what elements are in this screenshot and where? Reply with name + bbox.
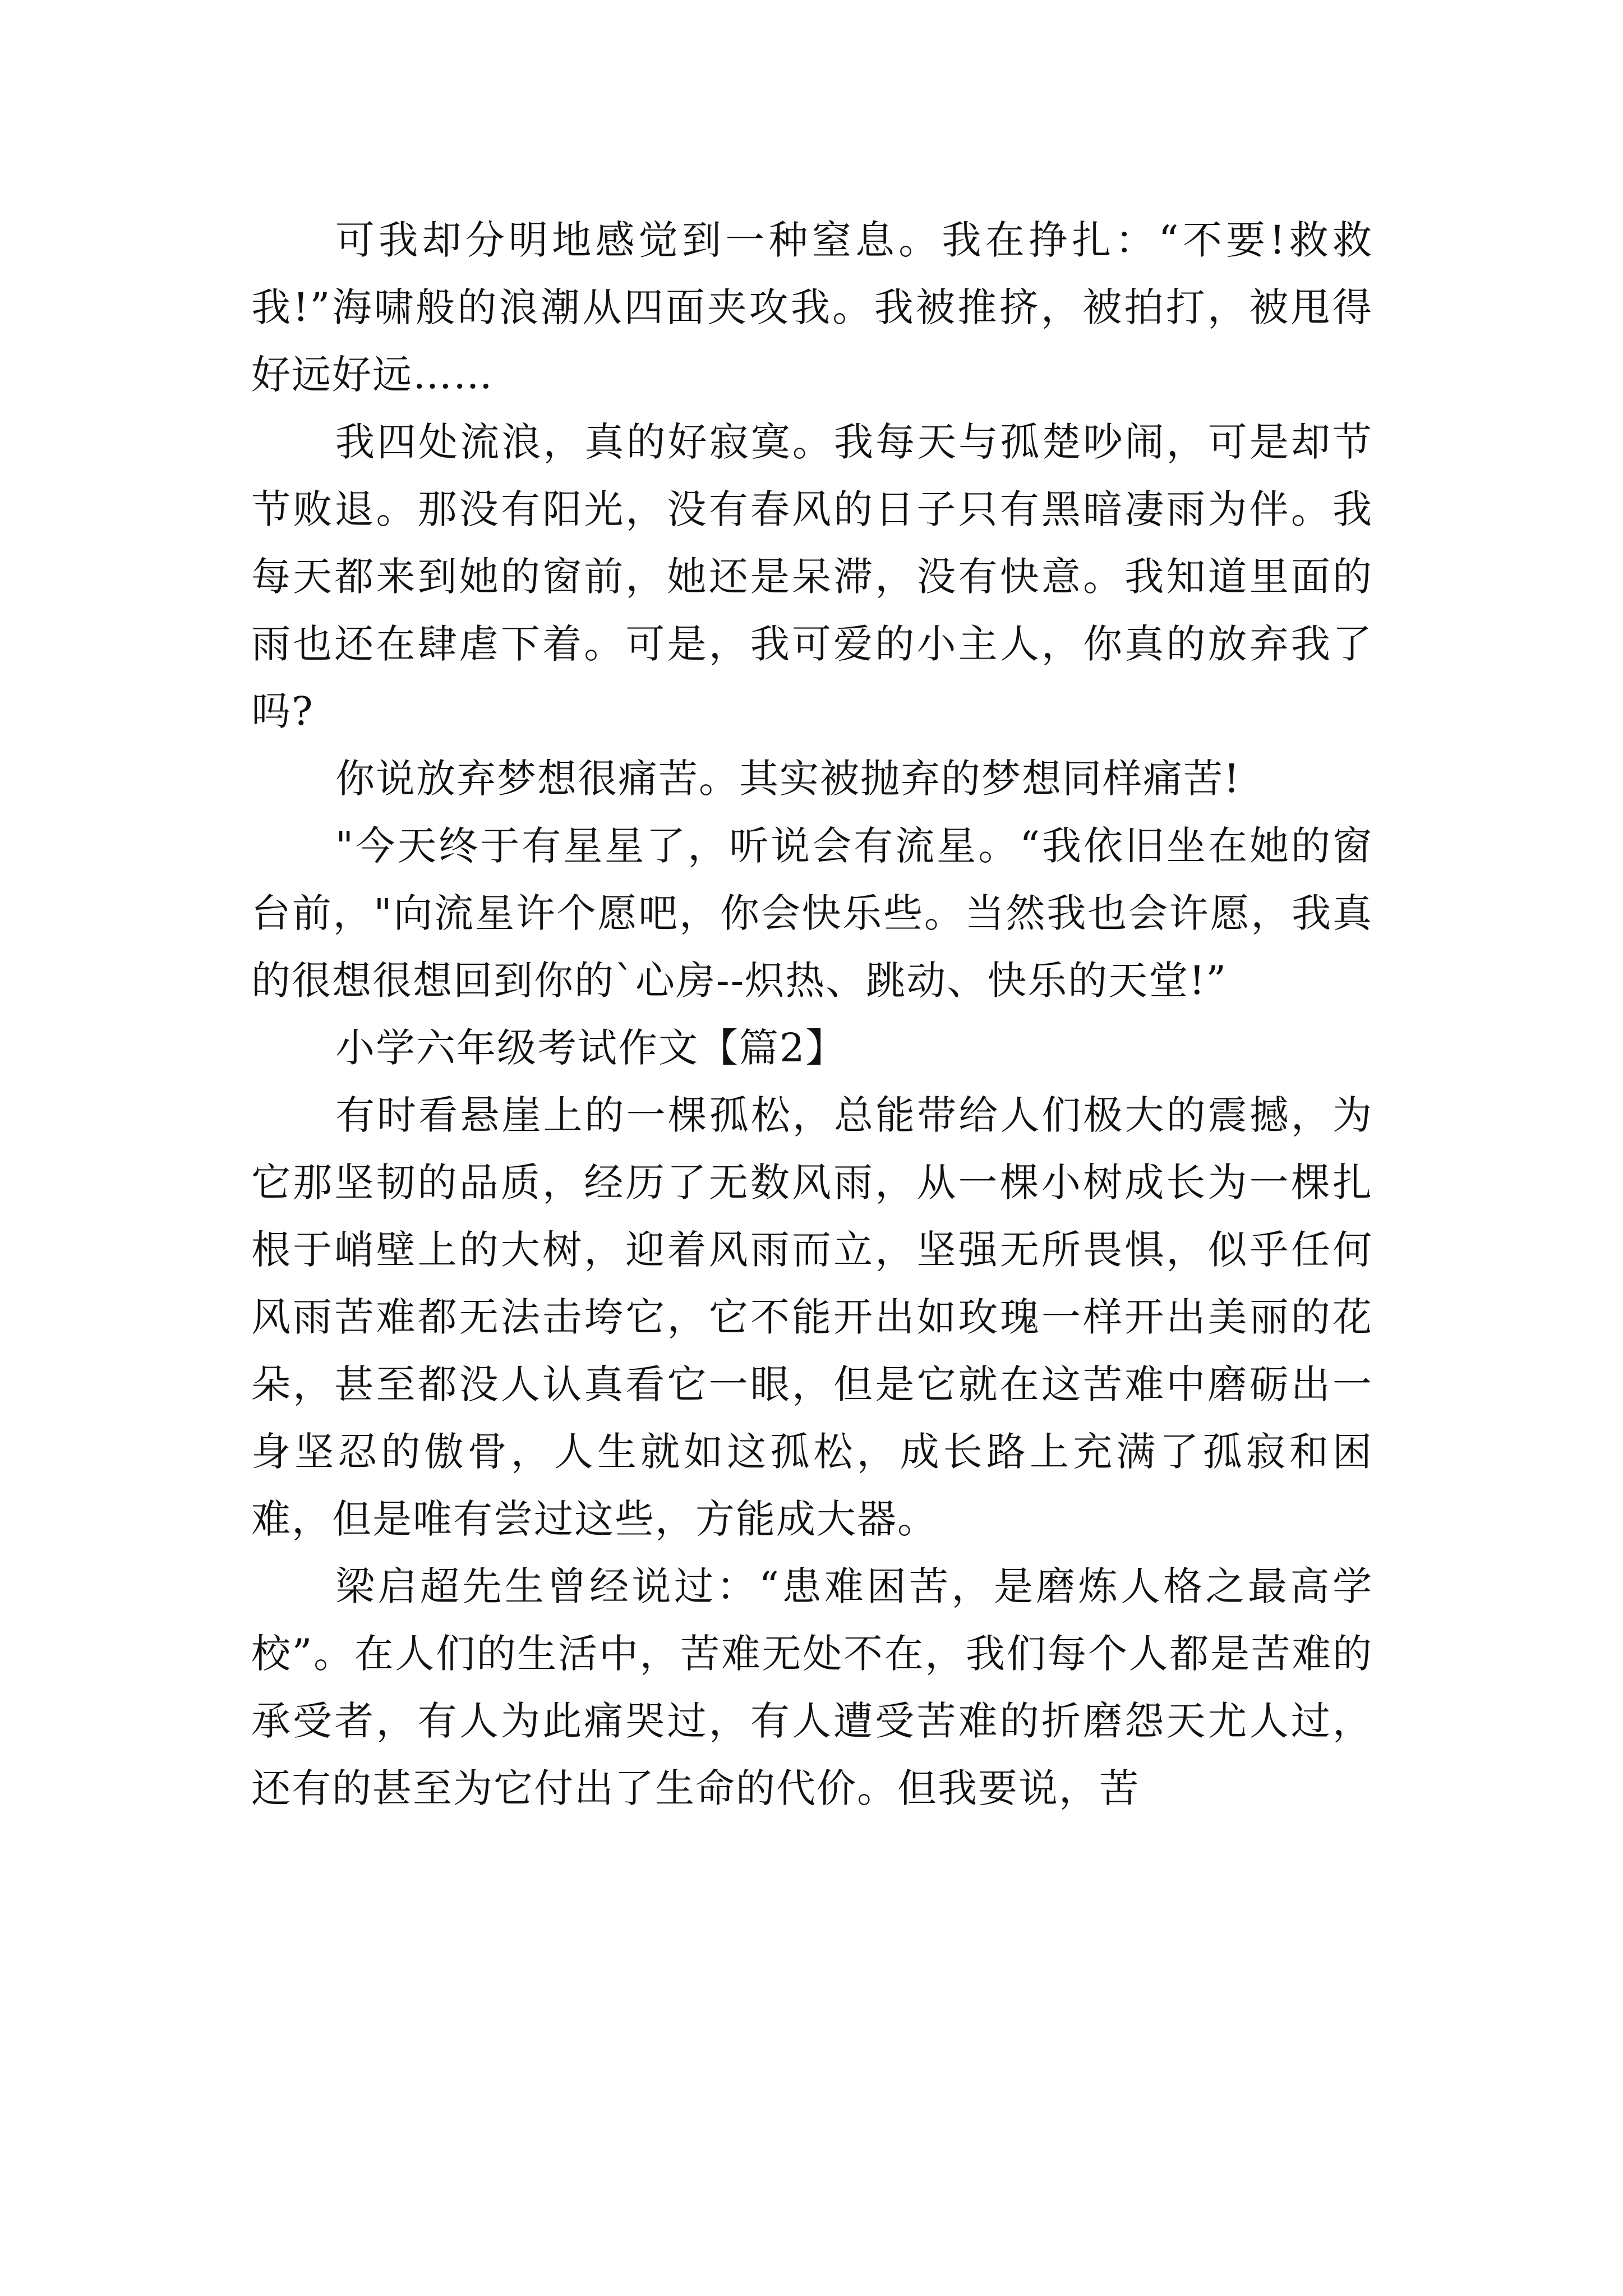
- document-page: [251, 206, 1373, 1822]
- paragraph-1: 可我却分明地感觉到一种窒息。我在挣扎：“不要!救救我!”海啸般的浪潮从四面夹攻我。我被推挤，被拍打，被甩得好远好远……: [251, 217, 1373, 398]
- paragraph-2: 我四处流浪，真的好寂寞。我每天与孤楚吵闹，可是却节节败退。那没有阳光，没有春风的日子只有黑暗凄雨为伴。我每天都来到她的窗前，她还是呆滞，没有快意。我知道里面的雨也还在肆虐下着。可是，我可爱的小主人，你真的放弃我了吗?: [251, 419, 1373, 734]
- section-heading: 小学六年级考试作文【篇2】: [335, 1025, 846, 1071]
- paragraph-3: 你说放弃梦想很痛苦。其实被抛弃的梦想同样痛苦!: [335, 756, 1241, 802]
- paragraph-5: 有时看悬崖上的一棵孤松，总能带给人们极大的震撼，为它那坚韧的品质，经历了无数风雨，从一棵小树成长为一棵扎根于峭壁上的大树，迎着风雨而立，坚强无所畏惧，似乎任何风雨苦难都无法击垮它，它不能开出如玫瑰一样开出美丽的花朵，甚至都没人认真看它一眼，但是它就在这苦难中磨砺出一身坚忍的傲骨，人生就如这孤松，成长路上充满了孤寂和困难，但是唯有尝过这些，方能成大器。: [251, 1092, 1373, 1542]
- paragraph-6: 梁启超先生曾经说过：“患难困苦，是磨炼人格之最高学校”。在人们的生活中，苦难无处不在，我们每个人都是苦难的承受者，有人为此痛哭过，有人遭受苦难的折磨怨天尤人过，还有的甚至为它付出了生命的代价。但我要说，苦: [251, 1563, 1373, 1811]
- paragraph-4: "今天终于有星星了，听说会有流星。“我依旧坐在她的窗台前，"向流星许个愿吧，你会快乐些。当然我也会许愿，我真的很想很想回到你的`心房--炽热、跳动、快乐的天堂!”: [251, 823, 1373, 1004]
